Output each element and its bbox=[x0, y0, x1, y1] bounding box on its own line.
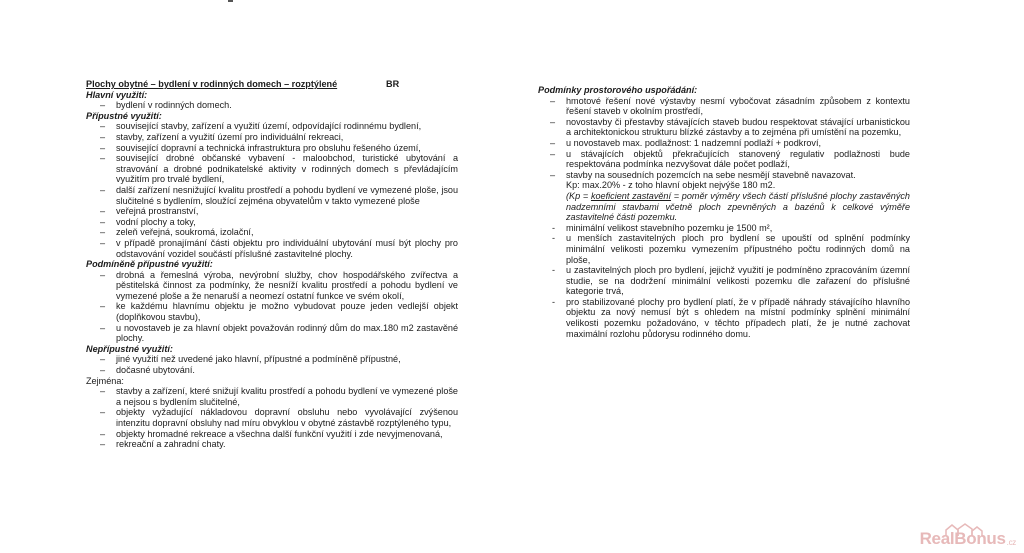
list-item: – bydlení v rodinných domech. bbox=[86, 100, 458, 111]
list-item: – hmotové řešení nové výstavby nesmí vybočovat zásadním způsobem z kontextu řešení staveb v okolním prostředí, bbox=[538, 96, 910, 117]
list-item: – zeleň veřejná, soukromá, izolační, bbox=[86, 227, 458, 238]
list-item: - u menších zastavitelných ploch pro bydlení se upouští od splnění podmínky minimální velikosti pozemku vymezením přípustného počtu rodinných domů na ploše, bbox=[538, 233, 910, 265]
list-item: – ke každému hlavnímu objektu je možno vybudovat pouze jeden vedlejší objekt (doplňkovou stavbu), bbox=[86, 301, 458, 322]
list-item: – objekty hromadné rekreace a všechna další funkční využití i zde nevyjmenovaná, bbox=[86, 429, 458, 440]
list-item: – související drobné občanské vybavení - maloobchod, turistické ubytování a stravování a drobné podnikatelské aktivity v rodinných domech s převládajícím využitím pro trvalé bydlení, bbox=[86, 153, 458, 185]
conditional-use-list bbox=[86, 270, 458, 344]
list-item: – související stavby, zařízení a využití území, odpovídající rodinnému bydlení, bbox=[86, 121, 458, 132]
list-item: - pro stabilizované plochy pro bydlení platí, že v případě náhrady stávajícího hlavního objektu za nový nemusí být s ohledem na místní podmínky splnění minimální velikosti pozemku požadováno, v těchto případech platí, že je nutné zachovat maximální rozlohu půdorysu rodinného domu. bbox=[538, 297, 910, 339]
page-mark bbox=[228, 0, 233, 2]
list-item: – související dopravní a technická infrastruktura pro obsluhu řešeného území, bbox=[86, 143, 458, 154]
prohibited-use-list bbox=[86, 354, 458, 375]
list-item: – u novostaveb max. podlažnost: 1 nadzemní podlaží + podkroví, bbox=[538, 138, 910, 149]
main-use-list bbox=[86, 100, 458, 111]
conditional-use-heading: Podmíněně přípustné využití: bbox=[86, 259, 213, 270]
kp-def-prefix: (Kp = bbox=[566, 190, 591, 201]
list-item: – novostavby či přestavby stávajících staveb budou respektovat stávající urbanistickou a architektonickou strukturu blízké zástavby a to zejména při umístění na pozemku, bbox=[538, 117, 910, 138]
zone-code: BR bbox=[386, 79, 400, 89]
list-item: - u zastavitelných ploch pro bydlení, jejichž využití je podmíněno zpracováním územní studie, se na dodržení minimální velikosti pozemku dle zařazení do příslušné kategorie trvá, bbox=[538, 265, 910, 297]
list-item: – veřejná prostranství, bbox=[86, 206, 458, 217]
list-item: – stavby na sousedních pozemcích na sebe nesmějí stavebně navazovat. bbox=[538, 170, 910, 181]
section-title-row bbox=[86, 79, 458, 90]
watermark-brand-b: Bonus bbox=[954, 529, 1006, 548]
plot-size-list bbox=[538, 223, 910, 340]
list-item: – vodní plochy a toky, bbox=[86, 217, 458, 228]
section-title: Plochy obytné – bydlení v rodinných domech – rozptýlené bbox=[86, 79, 338, 89]
list-item: – stavby a zařízení, které snižují kvalitu prostředí a pohodu bydlení ve vymezené ploše a nejsou s bydlením slučitelné, bbox=[86, 386, 458, 407]
left-column bbox=[86, 79, 458, 450]
list-item: – rekreační a zahradní chaty. bbox=[86, 439, 458, 450]
list-item: – další zařízení nesnižující kvalitu prostředí a pohodu bydlení ve vymezené ploše, jsou slučitelné s bydlením, sloužící zejména obyvatelům v takto vymezené ploše bbox=[86, 185, 458, 206]
list-item: – u stávajících objektů překračujících stanovený regulativ podlažnosti bude respektována podmínka nezvyšovat dále počet podlaží, bbox=[538, 149, 910, 170]
list-item: – dočasné ubytování. bbox=[86, 365, 458, 376]
spatial-conditions-list bbox=[538, 96, 910, 181]
main-use-heading: Hlavní využití: bbox=[86, 89, 148, 100]
list-item: – v případě pronajímání části objektu pro individuální ubytování musí být plochy pro odstavování vozidel součástí příslušné zastavitelné plochy. bbox=[86, 238, 458, 259]
spatial-conditions-heading: Podmínky prostorového uspořádání: bbox=[538, 85, 698, 95]
list-item: – jiné využití než uvedené jako hlavní, přípustné a podmíněně přípustné, bbox=[86, 354, 458, 365]
kp-def-term: koeficient zastavění bbox=[590, 190, 672, 201]
watermark-brand-a: Real bbox=[919, 529, 955, 548]
kp-def-rest: = poměr výměry všech částí příslušné plochy zastavěných nadzemními stavbami včetně ploch zpevněných a bazénů k celkové výměře zastavitelné části pozemku. bbox=[566, 190, 910, 223]
kp-definition bbox=[538, 191, 910, 223]
kp-line: Kp: max.20% - z toho hlavní objekt nejvýše 180 m2. bbox=[566, 180, 776, 191]
list-item: – u novostaveb je za hlavní objekt považován rodinný dům do max.180 m2 zastavěné plochy. bbox=[86, 323, 458, 344]
permitted-use-heading: Přípustné využití: bbox=[86, 110, 162, 121]
especially-heading: Zejména: bbox=[86, 375, 124, 386]
list-item: – stavby, zařízení a využití území pro individuální rekreaci, bbox=[86, 132, 458, 143]
especially-list bbox=[86, 386, 458, 450]
list-item: – objekty vyžadující nákladovou dopravní obsluhu nebo vyvolávající zvýšenou intenzitu dopravní obsluhy nad míru obvyklou v obytné zástavbě rozptýleného typu, bbox=[86, 407, 458, 428]
watermark-suffix: .cz bbox=[1006, 538, 1016, 547]
watermark-logo bbox=[920, 529, 1016, 549]
list-item: - minimální velikost stavebního pozemku je 1500 m², bbox=[538, 223, 910, 234]
right-column bbox=[538, 85, 910, 339]
permitted-use-list bbox=[86, 121, 458, 259]
prohibited-use-heading: Nepřípustné využití: bbox=[86, 343, 173, 354]
list-item: – drobná a řemeslná výroba, nevýrobní služby, chov hospodářského zvířectva a pěstitelská činnost za podmínky, že nesníží kvalitu prostředí a pohodu bydlení ve vymezené ploše a že nenaruší a neomezí ostatní funkce ve svém okolí, bbox=[86, 270, 458, 302]
